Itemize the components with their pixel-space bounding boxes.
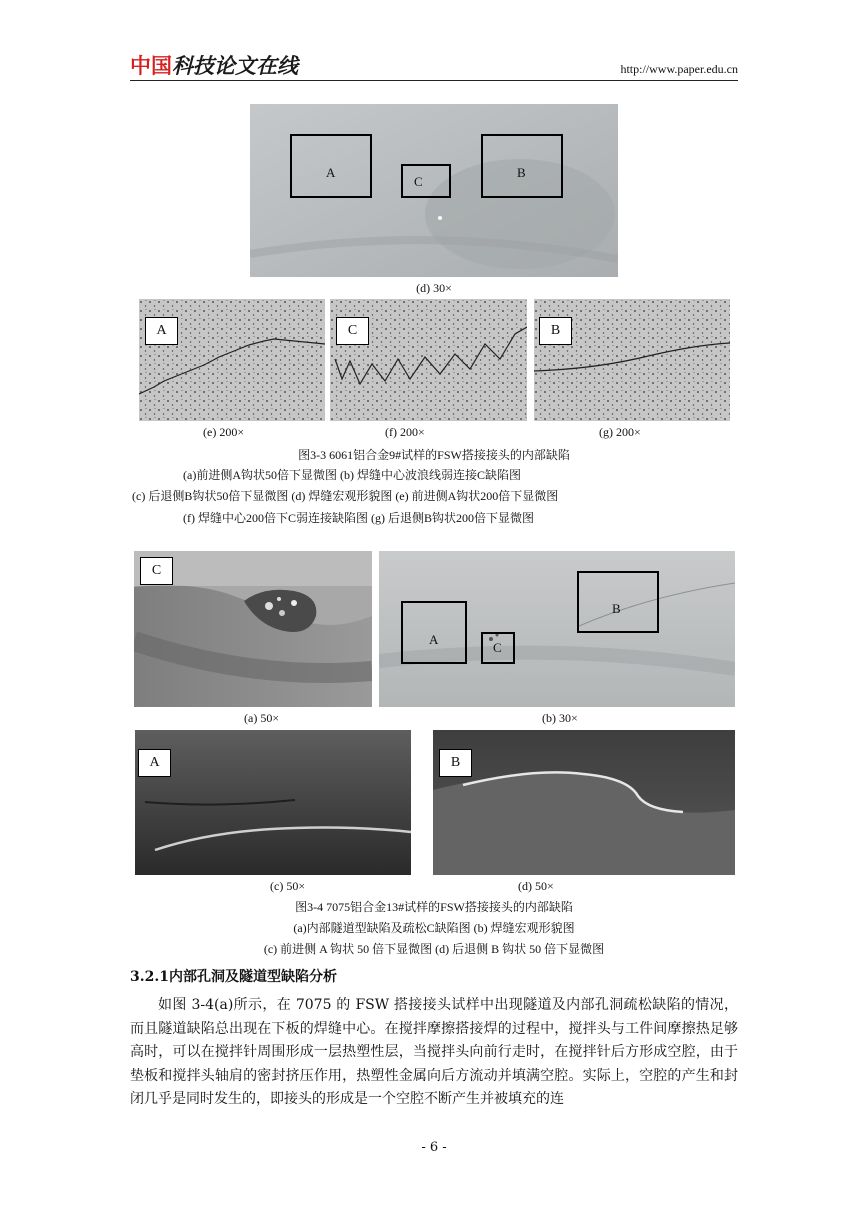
fig33-d-box-c: [401, 164, 451, 198]
header-rule: [130, 80, 738, 81]
fig33-d-box-a-label: A: [326, 165, 336, 180]
fig34-d-label: B: [439, 749, 472, 777]
fig33-desc-line-3: (f) 焊缝中心200倍下C弱连接缺陷图 (g) 后退侧B钩状200倍下显微图: [183, 511, 534, 525]
fig34-desc-line-2: (c) 前进侧 A 钩状 50 倍下显微图 (d) 后退侧 B 钩状 50 倍下显微图: [263, 942, 605, 956]
fig33-f-caption: (f) 200×: [385, 425, 425, 439]
fig34-c-caption: (c) 50×: [270, 879, 306, 893]
fig34-b-box-b-label: B: [612, 601, 621, 616]
logo-text-black: 科技论文在线: [172, 54, 298, 78]
logo-text-red: 中国: [130, 54, 172, 78]
body-paragraph: 如图 3-4(a)所示，在 7075 的 FSW 搭接接头试样中出现隧道及内部孔洞疏松缺陷的情况，而且隧道缺陷总出现在下板的焊缝中心。在搅拌摩擦搭接焊的过程中，搅拌头与工件间摩擦热足够高时，可以在搅拌针周围形成一层热塑性层，当搅拌头向前行走时，在搅拌针后方形成空腔，由于垫板和搅拌头轴肩的密封挤压作用，热塑性金属向后方流动并填满空腔。实际上，空腔的产生和封闭几乎是同时发生的，即接头的形成是一个空腔不断产生并被填充的连: [130, 997, 738, 1107]
fig33-g-caption: (g) 200×: [599, 425, 641, 439]
fig34-b-box-a-label: A: [429, 632, 439, 647]
fig34-c-micrograph: [135, 730, 411, 875]
fig33-d-box-b-label: B: [517, 165, 526, 180]
site-logo: [130, 54, 298, 78]
fig33-d-box-c-label: C: [414, 174, 423, 189]
fig33-f-label: C: [336, 317, 369, 345]
fig34-b-caption: (b) 30×: [542, 711, 578, 725]
fig33-title: 图3-3 6061铝合金9#试样的FSW搭接接头的内部缺陷: [298, 448, 570, 462]
fig33-d-caption: (d) 30×: [416, 281, 452, 295]
fig33-g-label: B: [539, 317, 572, 345]
header-url[interactable]: http://www.paper.edu.cn: [620, 62, 738, 76]
fig34-b-box-c-label: C: [493, 640, 502, 655]
fig33-e-label: A: [145, 317, 178, 345]
page-number: - 6 -: [421, 1140, 447, 1155]
fig33-desc-line-2: (c) 后退侧B钩状50倍下显微图 (d) 焊缝宏观形貌图 (e) 前进侧A钩状200倍下显微图: [132, 489, 559, 503]
fig34-desc-line-1: (a)内部隧道型缺陷及疏松C缺陷图 (b) 焊缝宏观形貌图: [293, 921, 575, 935]
fig34-a-caption: (a) 50×: [244, 711, 280, 725]
fig34-title: 图3-4 7075铝合金13#试样的FSW搭接接头的内部缺陷: [295, 900, 573, 914]
fig33-e-caption: (e) 200×: [203, 425, 245, 439]
fig33-desc-line-1: (a)前进侧A钩状50倍下显微图 (b) 焊缝中心波浪线弱连接C缺陷图: [183, 468, 521, 482]
fig34-c-label: A: [138, 749, 171, 777]
fig34-d-caption: (d) 50×: [518, 879, 554, 893]
fig34-a-label: C: [140, 557, 173, 585]
section-heading: 3.2.1内部孔洞及隧道型缺陷分析: [130, 969, 337, 985]
fig34-d-micrograph: [433, 730, 735, 875]
